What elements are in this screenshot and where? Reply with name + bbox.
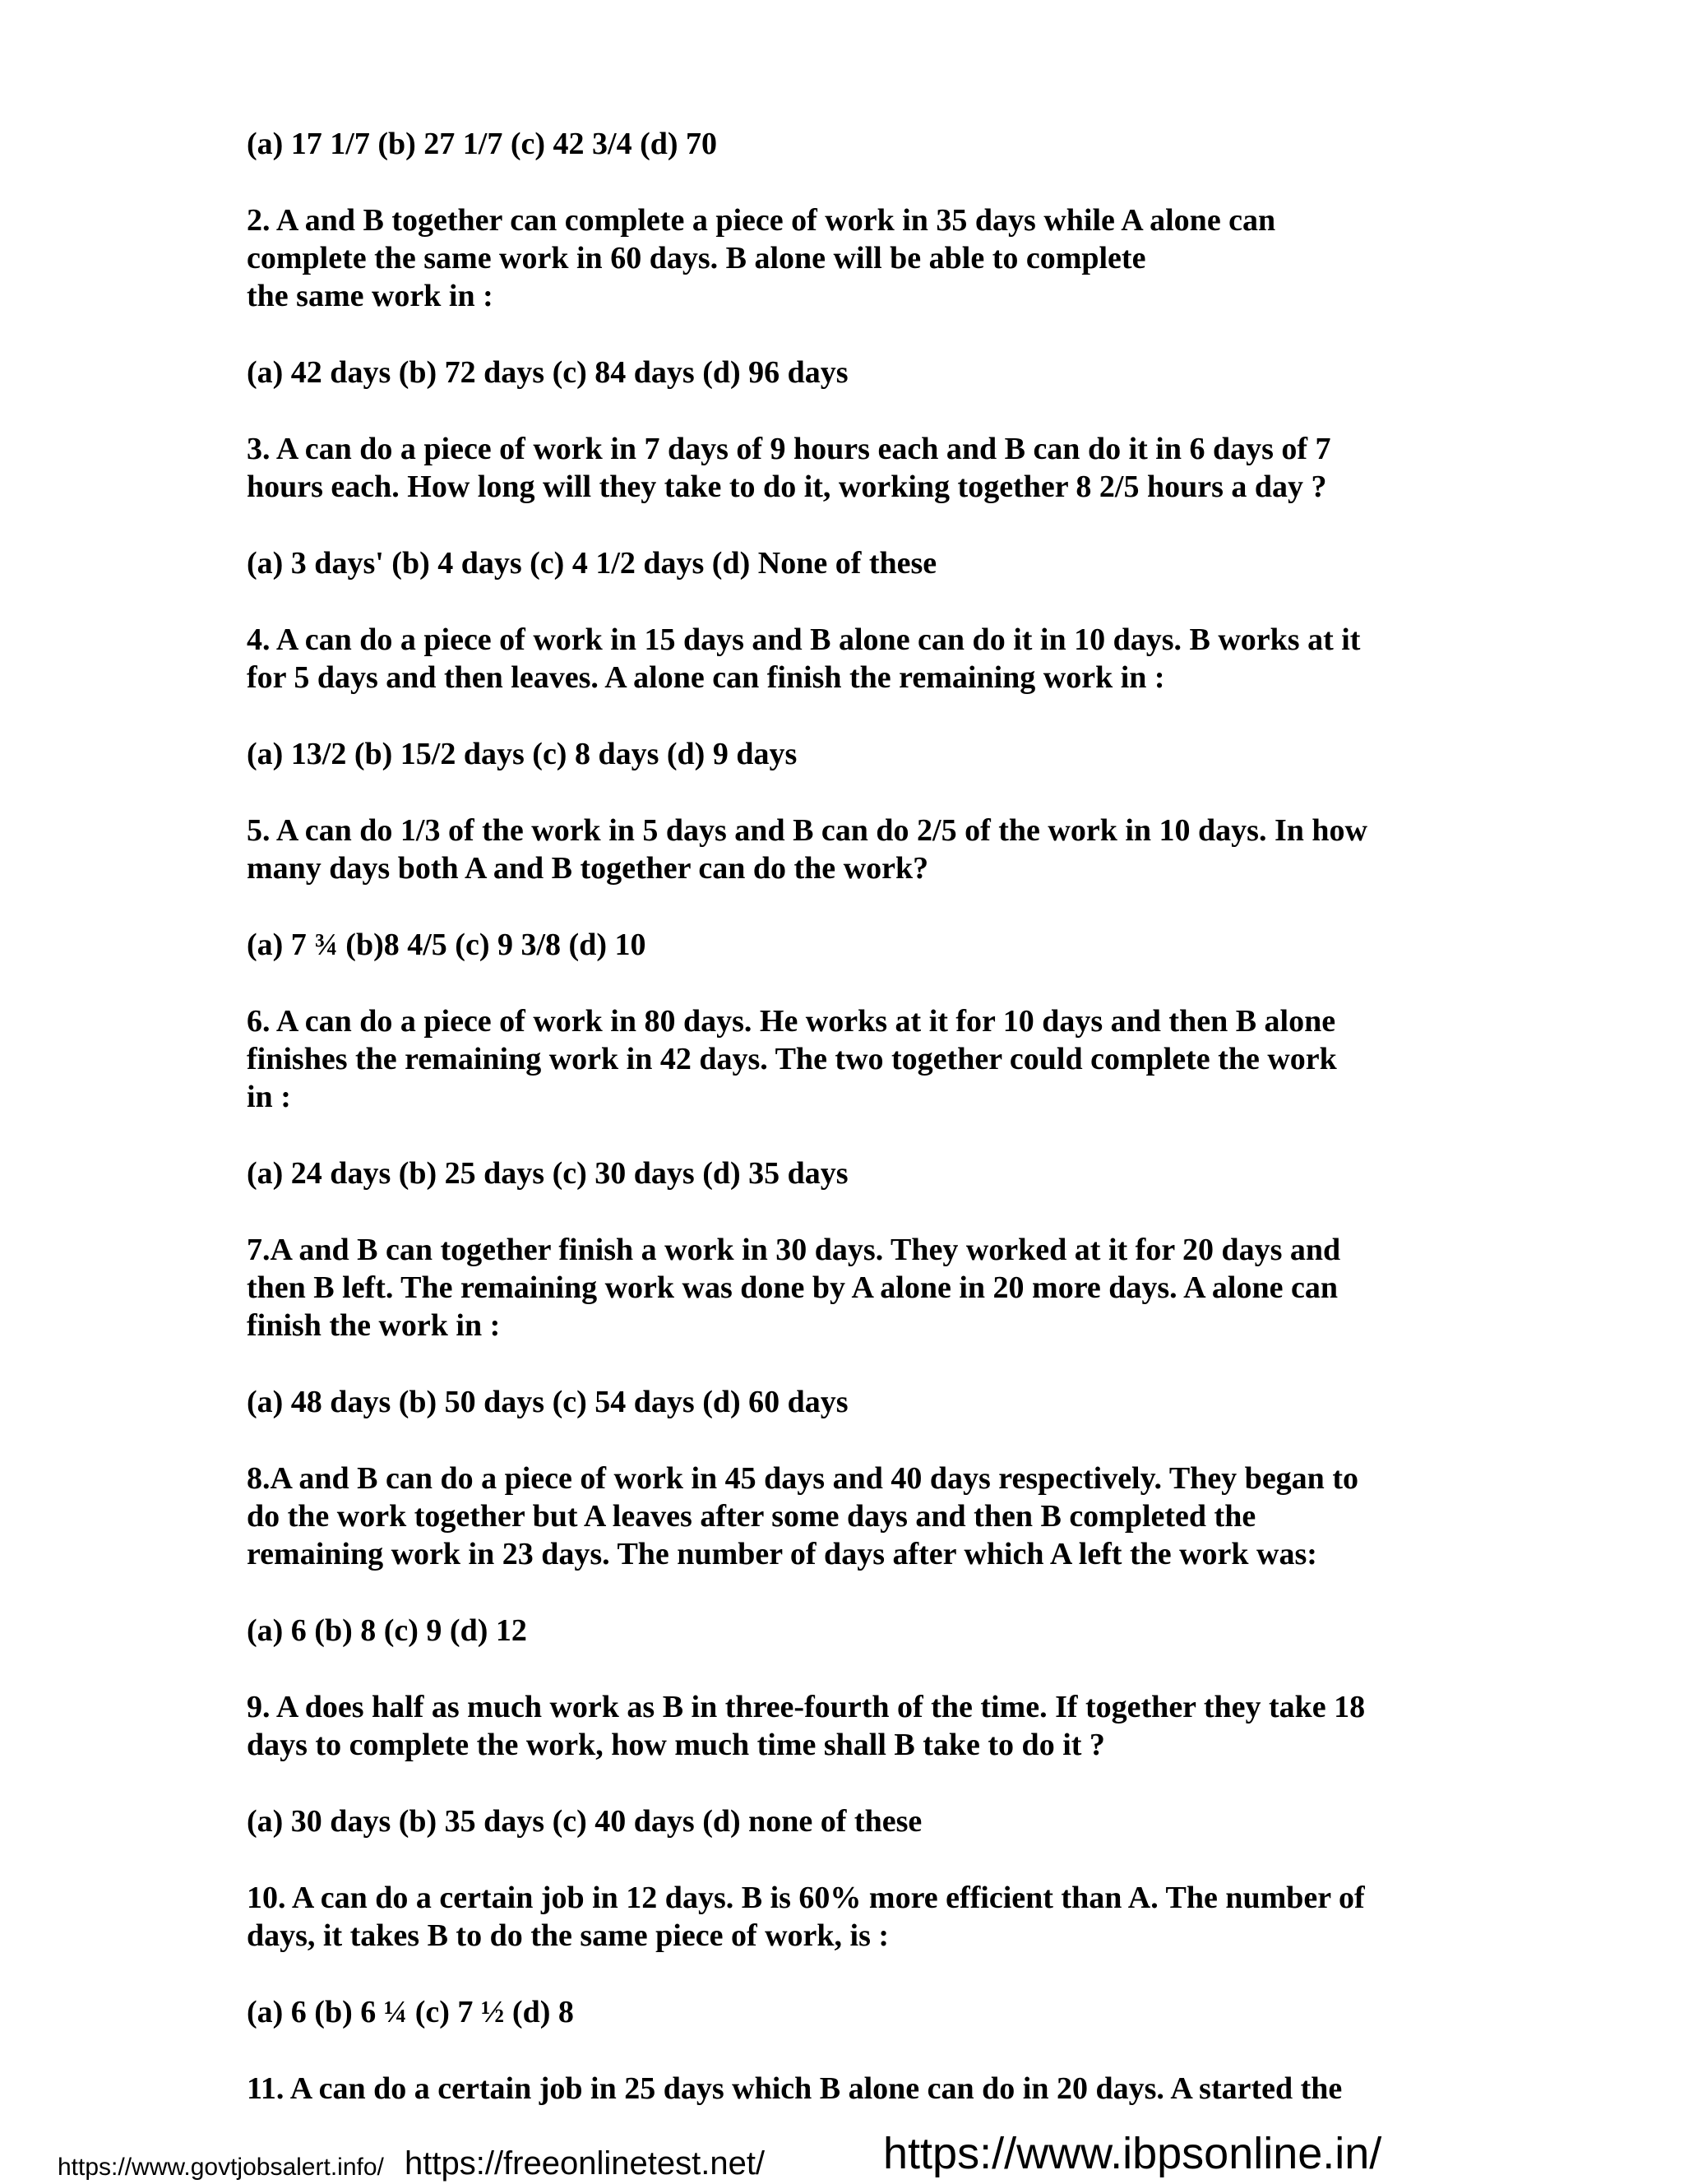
question-8-line-3: remaining work in 23 days. The number of days after which A left the work was: [247, 1537, 1317, 1571]
question-2-line-2: complete the same work in 60 days. B alone will be able to complete [247, 241, 1146, 275]
question-9-line-1: 9. A does half as much work as B in three-fourth of the time. If together they take 18 [247, 1690, 1366, 1724]
question-11-line-1: 11. A can do a certain job in 25 days which B alone can do in 20 days. A started the [247, 2071, 1343, 2106]
question-6-line-2: finishes the remaining work in 42 days. The two together could complete the work [247, 1042, 1337, 1076]
question-7-line-3: finish the work in : [247, 1308, 501, 1343]
answer-options-q10: (a) 6 (b) 6 ¼ (c) 7 ½ (d) 8 [247, 1995, 574, 2029]
question-8-line-1: 8.A and B can do a piece of work in 45 days and 40 days respectively. They began to [247, 1461, 1358, 1496]
question-4-line-1: 4. A can do a piece of work in 15 days and B alone can do it in 10 days. B works at it [247, 622, 1361, 657]
question-6-line-3: in : [247, 1080, 291, 1114]
answer-options-q2: (a) 42 days (b) 72 days (c) 84 days (d) 96 days [247, 355, 849, 390]
footer-link-govtjobsalert[interactable]: https://www.govtjobsalert.info/ [58, 2154, 384, 2181]
answer-options-q7: (a) 48 days (b) 50 days (c) 54 days (d) 60 days [247, 1385, 849, 1419]
answer-options-q6: (a) 24 days (b) 25 days (c) 30 days (d) 35 days [247, 1156, 849, 1191]
question-6-line-1: 6. A can do a piece of work in 80 days. He works at it for 10 days and then B alone [247, 1004, 1336, 1039]
question-7-line-1: 7.A and B can together finish a work in 30 days. They worked at it for 20 days and [247, 1233, 1341, 1267]
question-5-line-2: many days both A and B together can do the work? [247, 851, 929, 886]
footer-link-ibpsonline[interactable]: https://www.ibpsonline.in/ [883, 2129, 1382, 2178]
footer-link-freeonlinetest[interactable]: https://freeonlinetest.net/ [405, 2145, 766, 2182]
question-5-line-1: 5. A can do 1/3 of the work in 5 days and B can do 2/5 of the work in 10 days. In how [247, 813, 1367, 848]
question-10-line-2: days, it takes B to do the same piece of work, is : [247, 1918, 890, 1953]
answer-options-q1: (a) 17 1/7 (b) 27 1/7 (c) 42 3/4 (d) 70 [247, 127, 718, 161]
question-9-line-2: days to complete the work, how much time shall B take to do it ? [247, 1728, 1105, 1762]
question-3-line-1: 3. A can do a piece of work in 7 days of 9 hours each and B can do it in 6 days of 7 [247, 432, 1331, 466]
question-2-line-1: 2. A and B together can complete a piece of work in 35 days while A alone can [247, 203, 1276, 238]
answer-options-q3: (a) 3 days' (b) 4 days (c) 4 1/2 days (d) None of these [247, 546, 937, 581]
answer-options-q9: (a) 30 days (b) 35 days (c) 40 days (d) none of these [247, 1804, 923, 1839]
answer-options-q4: (a) 13/2 (b) 15/2 days (c) 8 days (d) 9 days [247, 737, 798, 771]
question-7-line-2: then B left. The remaining work was done by A alone in 20 more days. A alone can [247, 1270, 1338, 1305]
answer-options-q5: (a) 7 ¾ (b)8 4/5 (c) 9 3/8 (d) 10 [247, 928, 646, 962]
question-4-line-2: for 5 days and then leaves. A alone can finish the remaining work in : [247, 660, 1165, 695]
question-10-line-1: 10. A can do a certain job in 12 days. B is 60% more efficient than A. The number of [247, 1881, 1365, 1915]
question-3-line-2: hours each. How long will they take to do it, working together 8 2/5 hours a day ? [247, 470, 1327, 504]
question-2-line-3: the same work in : [247, 279, 493, 313]
question-8-line-2: do the work together but A leaves after some days and then B completed the [247, 1499, 1256, 1534]
answer-options-q8: (a) 6 (b) 8 (c) 9 (d) 12 [247, 1613, 527, 1648]
